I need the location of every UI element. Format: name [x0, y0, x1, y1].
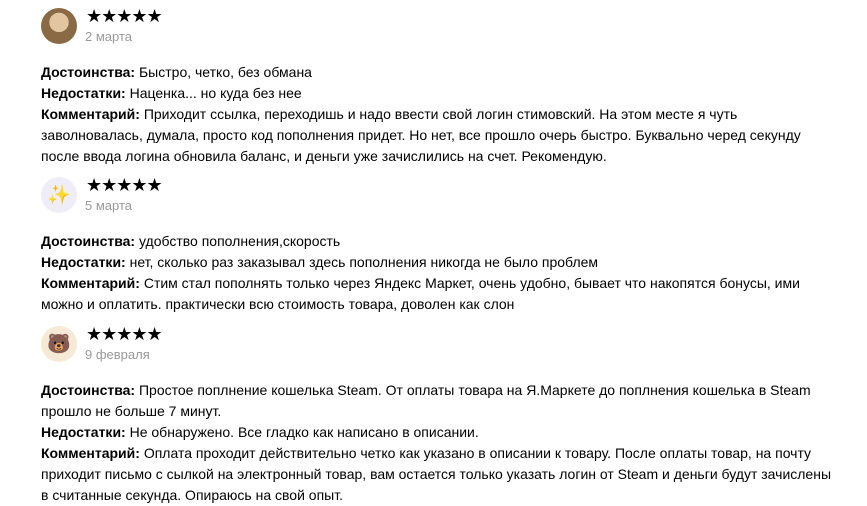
- review-comment: [41, 273, 841, 315]
- review-date: 5 марта: [85, 198, 132, 213]
- cons-text: нет, сколько раз заказывал здесь пополнения никогда не было проблем: [125, 254, 599, 270]
- bear-face-icon[interactable]: 🐻: [41, 326, 77, 362]
- comment-label: Комментарий:: [41, 445, 140, 461]
- review-card: [41, 326, 841, 506]
- pros-text: Простое поплнение кошелька Steam. От оплаты товара на Я.Маркете до поплнения кошелька в Steam прошло не больше 7 минут.: [41, 382, 811, 419]
- comment-label: Комментарий:: [41, 275, 140, 291]
- review-body: [41, 62, 841, 167]
- pros-label: Достоинства:: [41, 64, 136, 80]
- pros-label: Достоинства:: [41, 233, 136, 249]
- cons-text: Наценка... но куда без нее: [125, 85, 302, 101]
- pros-text: удобство пополнения,скорость: [135, 233, 341, 249]
- rating-stars: ★★★★★: [86, 175, 162, 195]
- review-date: 9 февраля: [85, 347, 150, 362]
- review-comment: [41, 104, 841, 167]
- review-cons: [41, 83, 841, 104]
- review-cons: [41, 422, 841, 443]
- comment-text: Оплата проходит действительно четко как указано в описании к товару. После оплаты товар, на почту приходит письмо с сылкой на электронный товар, вам остается только указать логин от Steam и деньги будут зачислены в считанные секунда. Опираюсь на свой опыт.: [41, 445, 832, 503]
- review-card: [41, 177, 841, 315]
- cons-label: Недостатки:: [41, 254, 126, 270]
- review-body: [41, 231, 841, 315]
- review-header: [41, 8, 841, 48]
- pros-text: Быстро, четко, без обмана: [135, 64, 312, 80]
- review-header: [41, 177, 841, 217]
- cons-text: Не обнаружено. Все гладко как написано в описании.: [125, 424, 479, 440]
- rating-stars: ★★★★★: [86, 6, 162, 26]
- rating-stars: ★★★★★: [86, 324, 162, 344]
- pros-label: Достоинства:: [41, 382, 136, 398]
- sparkles-icon[interactable]: ✨: [41, 177, 77, 213]
- comment-text: Приходит ссылка, переходишь и надо ввести свой логин стимовский. На этом месте я чуть заволновалась, думала, просто код пополнения придет. Но нет, все прошло очерь быстро. Буквально черед секунду после ввода логина обновила баланс, и деньги уже зачислились на счет. Рекомендую.: [41, 106, 801, 164]
- comment-text: Стим стал пополнять только через Яндекс Маркет, очень удобно, бывает что накопятся бонусы, ими можно и оплатить. практически всю стоимость товара, доволен как слон: [41, 275, 800, 312]
- review-comment: [41, 443, 841, 506]
- review-header: [41, 326, 841, 366]
- review-body: [41, 380, 841, 506]
- avatar[interactable]: [41, 8, 77, 44]
- review-pros: [41, 380, 841, 422]
- review-date: 2 марта: [85, 29, 132, 44]
- cons-label: Недостатки:: [41, 85, 126, 101]
- review-cons: [41, 252, 841, 273]
- comment-label: Комментарий:: [41, 106, 140, 122]
- cons-label: Недостатки:: [41, 424, 126, 440]
- review-pros: [41, 62, 841, 83]
- review-card: [41, 8, 841, 167]
- review-pros: [41, 231, 841, 252]
